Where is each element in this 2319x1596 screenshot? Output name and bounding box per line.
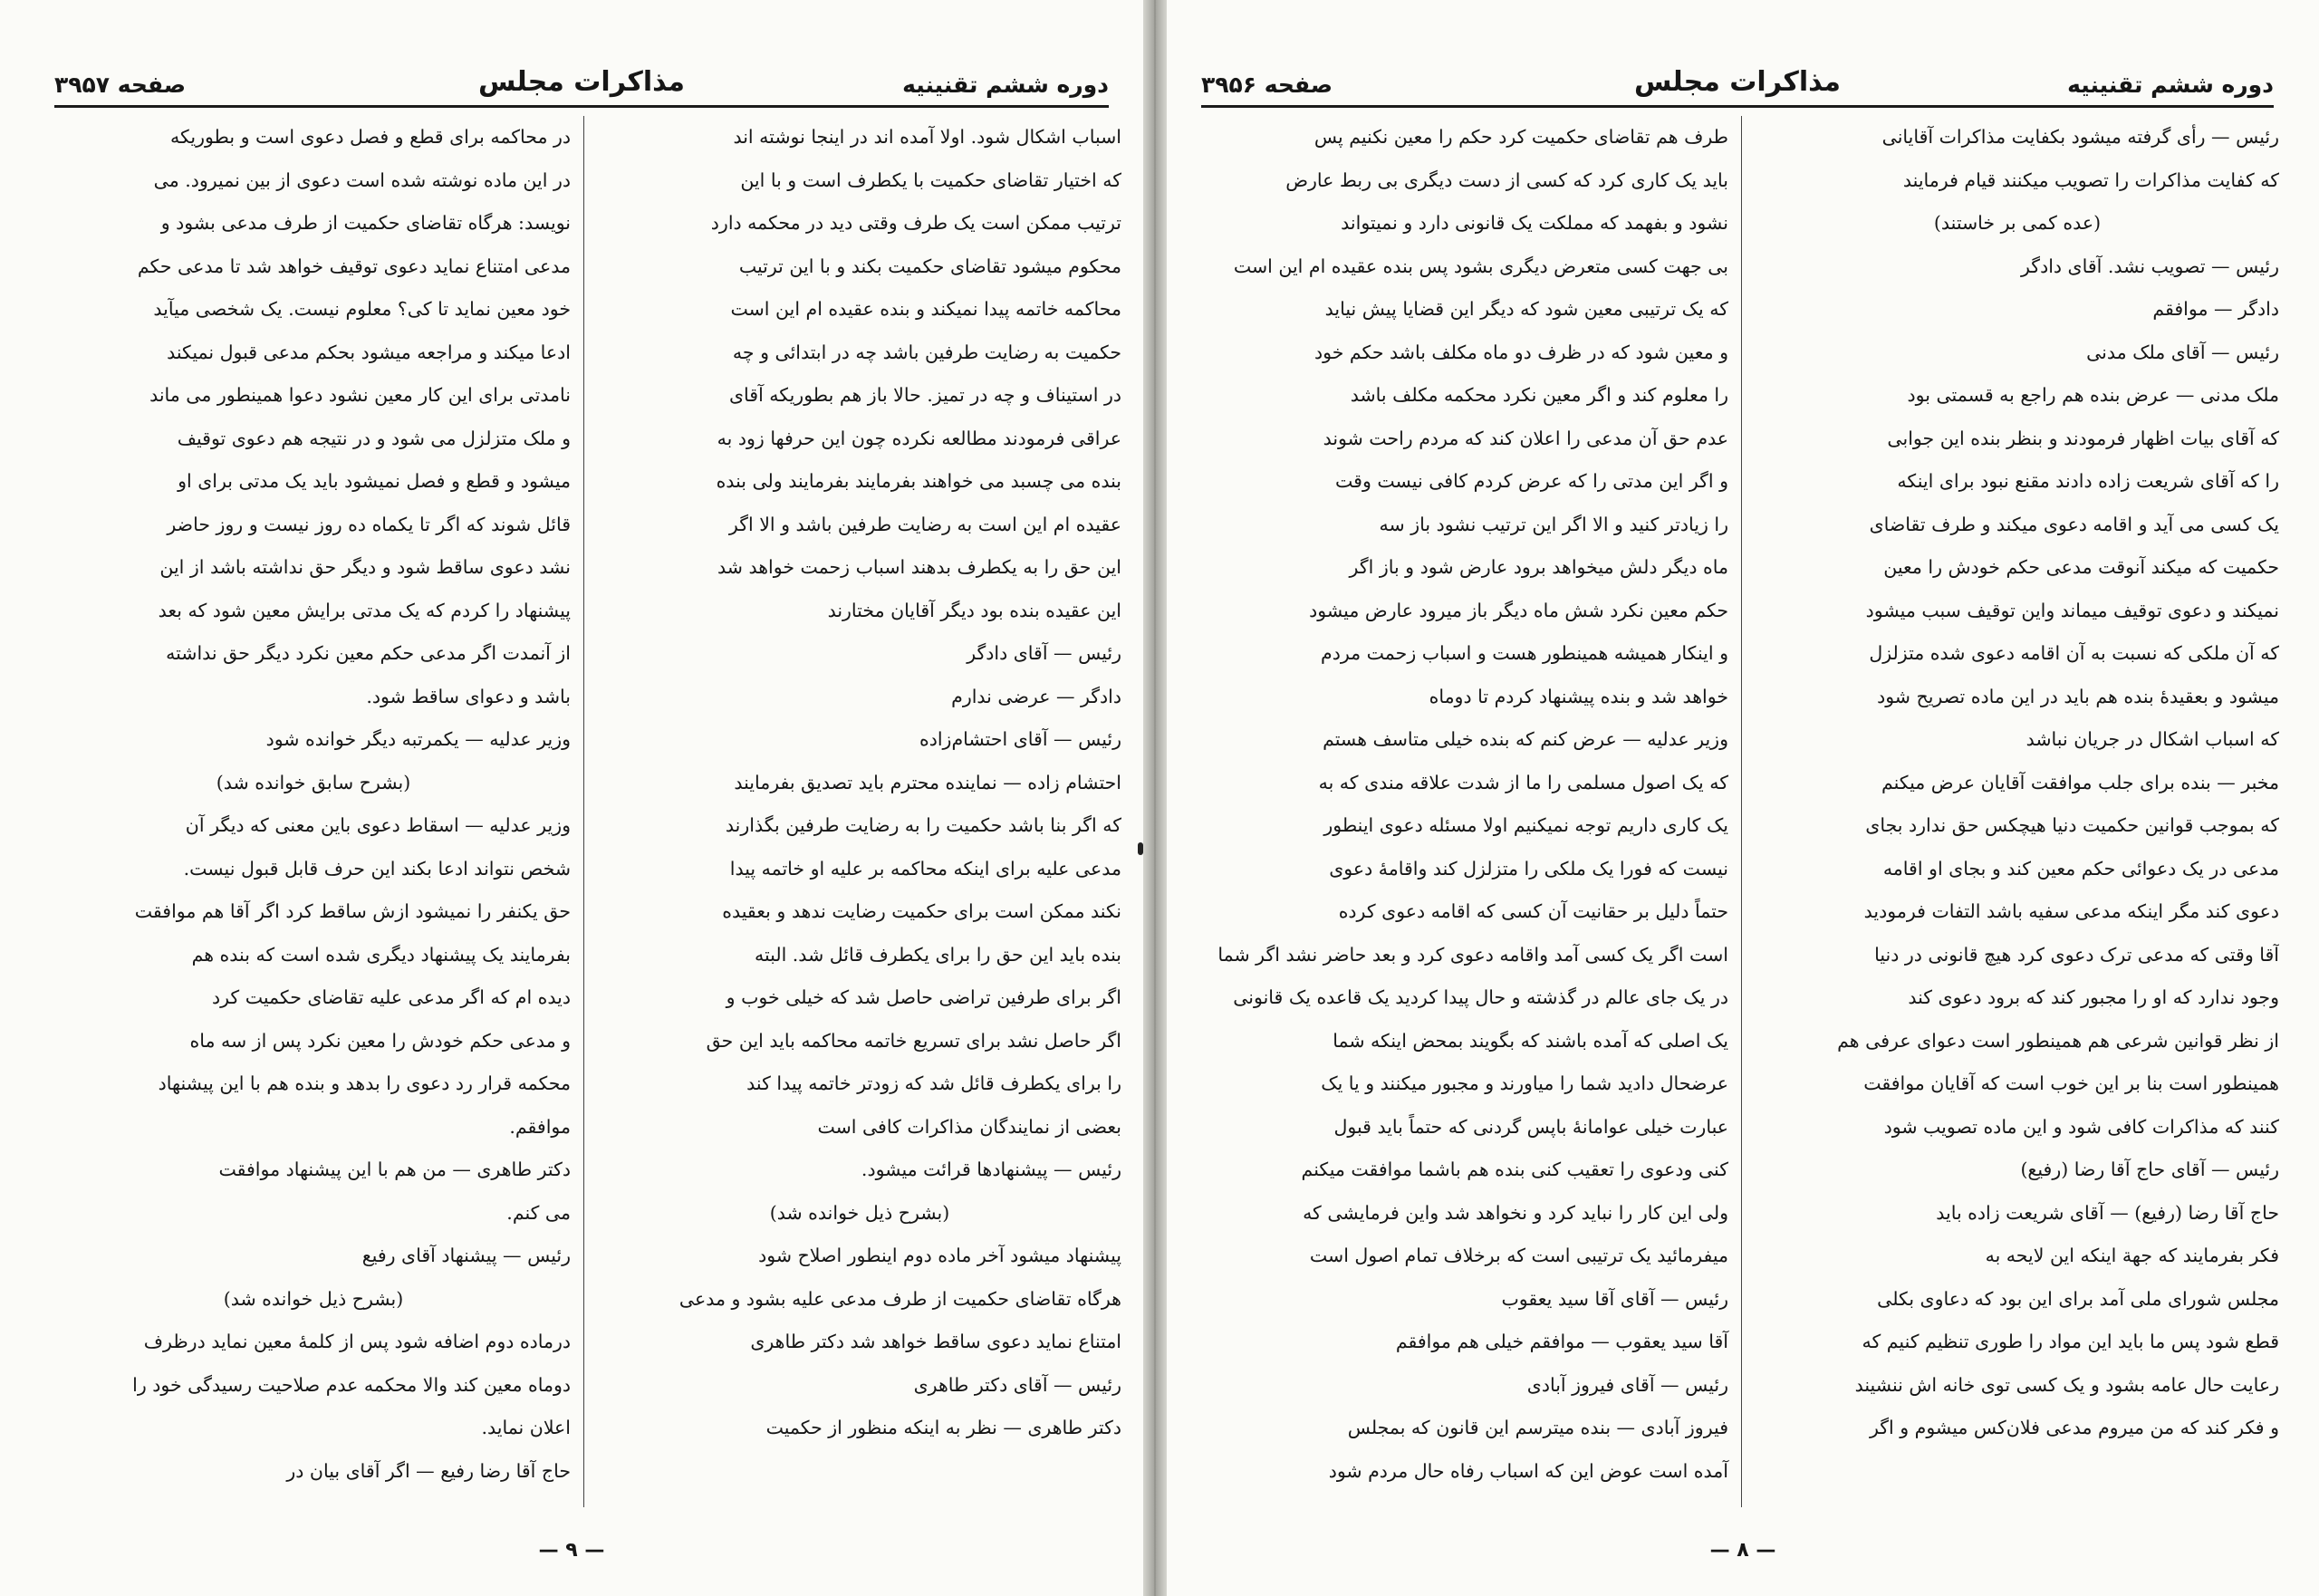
text-line: محکمه قرار رد دعوی را بدهد و بنده هم با این پیشنهاد: [158, 1072, 571, 1094]
text-line: محکوم میشود تقاضای حکمیت بکند و با این ترتیب: [738, 255, 1121, 277]
text-line: و ملک متزلزل می شود و در نتیجه هم دعوی توقیف: [177, 427, 571, 449]
text-line: درماده دوم اضافه شود پس از کلمهٔ معین نماید درظرف: [143, 1331, 571, 1352]
text-line: دیده ام که اگر مدعی علیه تقاضای حکمیت کرد: [211, 986, 571, 1008]
text-line: را که آقای شریعت زاده دادند مقنع نبود برای اینکه: [1897, 470, 2279, 492]
text-line: اسباب اشکال شود. اولا آمده اند در اینجا نوشته اند: [733, 126, 1121, 148]
left-page: [0, 0, 1143, 1596]
text-line: در استیناف و چه در تمیز. حالا باز هم بطوریکه آقای: [728, 384, 1121, 406]
text-line: می کنم.: [506, 1201, 571, 1224]
text-line: بفرمایند یک پیشنهاد دیگری شده است که بنده هم: [191, 943, 571, 966]
text-line: رئیس — آقای فیروز آبادی: [1526, 1373, 1728, 1396]
text-line: از آنمدت اگر مدعی حکم معین نکرد دیگر حق نداشته: [166, 642, 571, 664]
text-line: وزیر عدلیه — اسقاط دعوی باین معنی که دیگر آن: [185, 814, 571, 836]
text-line: رئیس — آقای احتشام‌زاده: [919, 728, 1121, 750]
text-line: را معلوم کند و اگر معین نکرد محکمه مکلف باشد: [1350, 384, 1728, 406]
text-line: حاج آقا رضا (رفیع) — آقای شریعت زاده باید: [1936, 1201, 2279, 1224]
text-line: نویسد: هرگاه تقاضای حکمیت از طرف مدعی بشود و: [160, 212, 571, 234]
header-page-number: صفحه ۳۹۵۶: [1201, 72, 1333, 98]
text-line: بنده می چسبد می خواهند بفرمایند بفرمایند ولی بنده: [716, 470, 1121, 492]
text-line: نکند ممکن است برای حکمیت رضایت ندهد و بعقیده: [722, 900, 1121, 922]
text-line: در یک جای عالم در گذشته و حال پیدا کردید یک قاعده یک قانونی: [1233, 986, 1728, 1008]
text-line: رئیس — آقای آقا سید یعقوب: [1501, 1287, 1728, 1310]
text-line: ولی این کار را نباید کرد و نخواهد شد واین فرمایشی که: [1303, 1201, 1728, 1224]
text-line: قائل شوند که اگر تا یکماه ده روز نیست و روز حاضر: [167, 513, 571, 535]
text-line: حکمیت به رضایت طرفین باشد چه در ابتدائی و چه: [732, 341, 1121, 363]
text-line: در محاکمه برای قطع و فصل دعوی است و بطوریکه: [170, 126, 571, 148]
left-page-column-left: [56, 116, 584, 1507]
text-line: یک اصلی که آمده باشند که بگویند بمحض اینکه شما: [1333, 1029, 1728, 1052]
text-line: بنده باید این حق را برای یکطرف قائل شد. البته: [754, 943, 1121, 966]
text-line: ادعا میکند و مراجعه میشود بحکم مدعی قبول نمیکند: [167, 341, 571, 363]
text-line: عرضحال دادید شما را میاورند و مجبور میکنند و یا یک: [1321, 1072, 1728, 1094]
text-line: دوماه معین کند والا محکمه عدم صلاحیت رسیدگی خود را: [132, 1373, 571, 1396]
book-gutter: [1143, 0, 1167, 1596]
text-line: که اختیار تقاضای حکمیت با یکطرف است و با این: [740, 168, 1121, 191]
text-line: رئیس — آقای دادگر: [967, 642, 1121, 664]
text-line: وجود ندارد که او را مجبور کند که برود دعوی کند: [1908, 986, 2279, 1008]
text-line: که اگر بنا باشد حکمیت را به رضایت طرفین بگذارند: [725, 814, 1121, 836]
text-line: که اسباب اشکال در جریان نباشد: [2026, 728, 2279, 750]
text-line: وزیر عدلیه — یکمرتبه دیگر خوانده شود: [265, 728, 571, 750]
text-line: یک کسی می آید و اقامه دعوی میکند و طرف تقاضای: [1869, 513, 2279, 535]
right-page: [1167, 0, 2319, 1596]
right-page-header: [1201, 54, 2274, 108]
text-line: میشود و بعقیدهٔ بنده هم باید در این ماده تصریح شود: [1877, 685, 2279, 707]
header-title: مذاکرات مجلس: [1633, 66, 1842, 98]
text-line: از نظر قوانین شرعی هم همینطور است دعوای عرفی هم: [1837, 1029, 2279, 1052]
text-line: نیست که فورا یک ملکی را متزلزل کند واقامهٔ دعوی: [1329, 857, 1728, 880]
text-line: همینطور است بنا بر این خوب است که آقایان موافقت: [1863, 1072, 2279, 1094]
text-line: قطع شود پس ما باید این مواد را طوری تنظیم کنیم که: [1862, 1331, 2279, 1352]
header-period: دوره ششم تقنینیه: [902, 72, 1109, 98]
text-line: و مدعی حکم خودش را معین نکرد پس از سه ماه: [189, 1029, 571, 1052]
text-line: نشد دعوی ساقط شود و دیگر حق نداشته باشد از این: [159, 556, 571, 578]
left-page-header: [54, 54, 1109, 108]
text-line: آقا سید یعقوب — موافقم خیلی هم موافقم: [1395, 1331, 1728, 1352]
text-line: یک کاری داریم توجه نمیکنیم اولا مسئله دعوی اینطور: [1323, 814, 1728, 836]
text-line: عدم حق آن مدعی را اعلان کند که مردم راحت شوند: [1323, 427, 1728, 449]
text-line: بی جهت کسی متعرض دیگری بشود پس بنده عقیده ام این است: [1233, 255, 1728, 277]
text-line: و اینکار همیشه همینطور هست و اسباب زحمت مردم: [1321, 642, 1728, 664]
header-title: مذاکرات مجلس: [477, 66, 686, 98]
left-page-column-right: [598, 116, 1121, 1507]
text-line: شخص نتواند ادعا بکند این حرف قابل قبول نیست.: [183, 857, 571, 880]
text-line: خود معین نماید تا کی؟ معلوم نیست. یک شخصی میآید: [153, 298, 571, 320]
text-line: عراقی فرمودند مطالعه نکرده چون این حرفها زود به: [717, 427, 1121, 449]
text-line: امتناع نماید دعوی ساقط خواهد شد دکتر طاهری: [750, 1331, 1121, 1352]
text-line: رئیس — آقای حاج آقا رضا (رفیع): [2020, 1159, 2279, 1180]
text-line: (بشرح سابق خوانده شد): [216, 771, 411, 793]
text-line: دادگر — عرضی ندارم: [951, 685, 1121, 707]
text-line: دعوی کند مگر اینکه مدعی سفیه باشد التفات فرمودید: [1863, 900, 2279, 922]
text-line: بعضی از نمایندگان مذاکرات کافی است: [817, 1115, 1121, 1138]
text-line: (بشرح ذیل خوانده شد): [769, 1201, 950, 1224]
text-line: موافقم.: [509, 1115, 571, 1138]
gutter-mark: [1138, 842, 1143, 855]
text-line: کنند که مذاکرات کافی شود و این ماده تصویب شود: [1883, 1115, 2279, 1138]
text-line: عقیده ام این است به رضایت طرفین باشد و الا اگر: [728, 513, 1121, 535]
right-page-footer: — ۸ —: [1709, 1539, 1776, 1562]
text-line: حاج آقا رضا رفیع — اگر آقای بیان در: [286, 1459, 571, 1482]
text-line: فکر بفرمایند که جهة اینکه این لایحه به: [1985, 1245, 2279, 1266]
text-line: آمده است عوض این که اسباب رفاه حال مردم شود: [1328, 1459, 1728, 1482]
text-line: ماه دیگر دلش میخواهد برود عارض شود و باز اگر: [1349, 556, 1728, 578]
text-line: است اگر یک کسی آمد واقامه دعوی کرد و بعد حاضر نشد اگر شما: [1217, 943, 1728, 966]
text-line: رئیس — رأی گرفته میشود بکفایت مذاکرات آقایانی: [1881, 126, 2279, 148]
text-line: (عده کمی بر خاستند): [1933, 212, 2102, 234]
text-line: هرگاه تقاضای حکمیت از طرف مدعی علیه بشود و مدعی: [678, 1287, 1121, 1310]
text-line: دادگر — موافقم: [2152, 298, 2279, 320]
text-line: خواهد شد و بنده پیشنهاد کردم تا دوماه: [1429, 685, 1728, 707]
text-line: عبارت خیلی عوامانهٔ باپس گردنی که حتماً باید قبول: [1333, 1115, 1728, 1138]
text-line: پیشنهاد میشود آخر ماده دوم اینطور اصلاح شود: [758, 1245, 1121, 1266]
text-line: (بشرح ذیل خوانده شد): [223, 1287, 404, 1310]
right-page-column-right: [1756, 116, 2279, 1507]
text-line: میشود و قطع و فصل نمیشود باید یک مدتی برای او: [178, 470, 571, 492]
text-line: که بموجب قوانین حکمیت دنیا هیچکس حق ندارد بجای: [1865, 814, 2279, 836]
text-line: پیشنهاد را کردم که یک مدتی برایش معین شود که بعد: [158, 599, 571, 621]
text-line: آقا وقتی که مدعی ترک دعوی کرد هیچ قانونی در دنیا: [1874, 943, 2279, 966]
text-line: ترتیب ممکن است یک طرف وقتی دید در محکمه دارد: [710, 212, 1121, 234]
text-line: میفرمائید یک ترتیبی است که برخلاف تمام اصول است: [1309, 1245, 1728, 1266]
text-line: مخبر — بنده برای جلب موافقت آقایان عرض میکنم: [1881, 771, 2279, 793]
text-line: رئیس — پیشنهادها قرائت میشود.: [861, 1159, 1121, 1180]
right-page-column-left: [1205, 116, 1742, 1507]
text-line: مدعی امتناع نماید دعوی توقیف خواهد شد تا مدعی حکم: [137, 255, 571, 277]
text-line: مدعی در یک دعوائی حکم معین کند و بجای او اقامه: [1882, 857, 2279, 880]
text-line: کنی ودعوی را تعقیب کنی بنده هم باشما موافقت میکنم: [1301, 1159, 1728, 1180]
text-line: طرف هم تقاضای حکمیت کرد حکم را معین نکنیم پس: [1313, 126, 1728, 148]
text-line: را برای یکطرف قائل شد که زودتر خاتمه پیدا کند: [746, 1072, 1121, 1094]
text-line: در این ماده نوشته شده است دعوی از بین نمیرود. می: [153, 168, 571, 191]
header-page-number: صفحه ۳۹۵۷: [54, 72, 187, 98]
text-line: باشد و دعوای ساقط شود.: [366, 685, 571, 707]
text-line: اگر برای طرفین تراضی حاصل شد که خیلی خوب و: [726, 986, 1121, 1008]
text-line: را زیادتر کنید و الا اگر این ترتیب نشود باز سه: [1379, 513, 1728, 535]
text-line: محاکمه خاتمه پیدا نمیکند و بنده عقیده ام این است: [730, 298, 1121, 320]
text-line: دکتر طاهری — من هم با این پیشنهاد موافقت: [218, 1159, 571, 1180]
text-line: نامدتی برای این کار معین نشود دعوا همینطور می ماند: [149, 384, 571, 406]
text-line: دکتر طاهری — نظر به اینکه منظور از حکمیت: [765, 1417, 1121, 1438]
text-line: احتشام زاده — نماینده محترم باید تصدیق بفرمایند: [734, 771, 1121, 793]
text-line: و معین شود که در ظرف دو ماه مکلف باشد حکم خود: [1313, 341, 1728, 363]
text-line: این حق را به یکطرف بدهند اسباب زحمت خواهد شد: [717, 556, 1121, 578]
text-line: و فکر کند که من میروم مدعی فلان‌کس میشوم و اگر: [1869, 1417, 2279, 1438]
text-line: رئیس — آقای ملک مدنی: [2086, 341, 2279, 363]
text-line: حکم معین نکرد شش ماه دیگر باز میرود عارض میشود: [1309, 599, 1728, 621]
text-line: که یک ترتیبی معین شود که دیگر این قضایا پیش نیاید: [1324, 298, 1728, 320]
text-line: فیروز آبادی — بنده میترسم این قانون که بمجلس: [1347, 1417, 1728, 1438]
text-line: حق یکنفر را نمیشود ازش ساقط کرد اگر آقا هم موافقت: [134, 900, 571, 922]
text-line: اگر حاصل نشد برای تسریع خاتمه محاکمه باید این حق: [706, 1029, 1121, 1052]
text-line: ملک مدنی — عرض بنده هم راجع به قسمتی بود: [1907, 384, 2279, 406]
text-line: که یک اصول مسلمی را ما از شدت علاقه مندی که به: [1318, 771, 1728, 793]
text-line: رئیس — تصویب نشد. آقای دادگر: [2021, 255, 2279, 277]
text-line: این عقیده بنده بود دیگر آقایان مختارند: [827, 599, 1121, 621]
text-line: حکمیت که میکند آنوقت مدعی حکم خودش را معین: [1883, 556, 2279, 578]
text-line: که آقای بیات اظهار فرمودند و بنظر بنده این جوابی: [1887, 427, 2279, 449]
text-line: باید یک کاری کرد که کسی از دست دیگری بی ربط عارض: [1285, 168, 1728, 191]
header-period: دوره ششم تقنینیه: [2067, 72, 2274, 98]
text-line: مجلس شورای ملی آمد برای این بود که دعاوی بکلی: [1877, 1287, 2279, 1310]
left-page-footer: — ۹ —: [538, 1539, 605, 1562]
text-line: اعلان نماید.: [481, 1417, 571, 1438]
text-line: نشود و بفهمد که مملکت یک قانونی دارد و نمیتواند: [1341, 212, 1728, 234]
text-line: که آن ملکی که نسبت به آن اقامه دعوی شده متزلزل: [1869, 642, 2279, 664]
text-line: حتماً دلیل بر حقانیت آن کسی که اقامه دعوی کرده: [1338, 900, 1728, 922]
text-line: وزیر عدلیه — عرض کنم که بنده خیلی متاسف هستم: [1323, 728, 1728, 750]
text-line: مدعی علیه برای اینکه محاکمه بر علیه او خاتمه پیدا: [729, 857, 1121, 880]
text-line: رعایت حال عامه بشود و یک کسی توی خانه اش ننشیند: [1854, 1373, 2279, 1396]
text-line: رئیس — پیشنهاد آقای رفیع: [361, 1245, 571, 1266]
text-line: نمیکند و دعوی توقیف میماند واین توقیف سبب میشود: [1865, 599, 2279, 621]
text-line: رئیس — آقای دکتر طاهری: [913, 1373, 1121, 1396]
text-line: که کفایت مذاکرات را تصویب میکنند قیام فرمایند: [1902, 168, 2279, 191]
text-line: و اگر این مدتی را که عرض کردم کافی نیست وقت: [1335, 470, 1728, 492]
